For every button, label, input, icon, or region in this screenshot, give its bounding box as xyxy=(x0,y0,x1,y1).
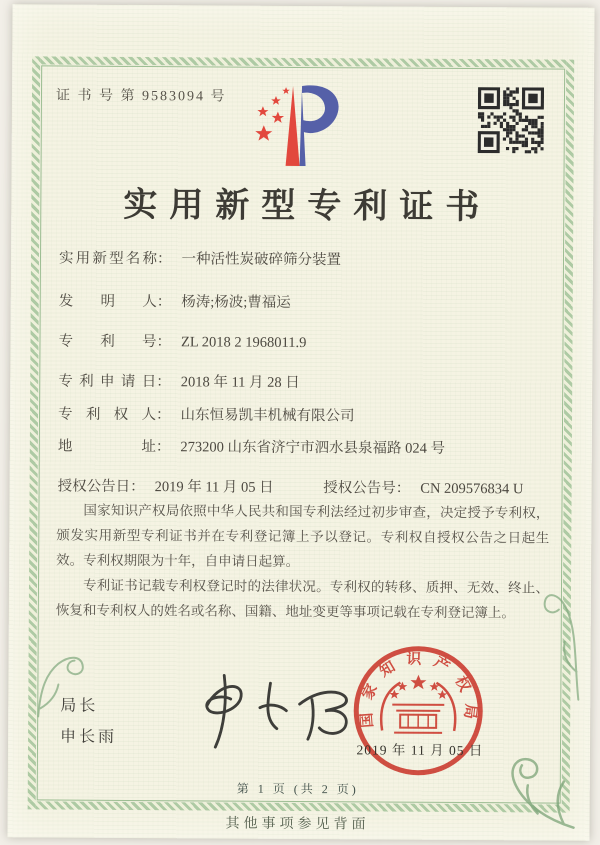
field-label: 专利权人 xyxy=(57,406,157,424)
field-label: 实用新型名称 xyxy=(58,250,158,268)
field-row-inventors xyxy=(59,290,555,314)
field-row-address xyxy=(58,435,554,459)
legal-text xyxy=(56,498,550,626)
field-value: ZL 2018 2 1968011.9 xyxy=(180,334,307,352)
paragraph-2: 专利证书记载专利权登记时的法律状况。专利权的转移、质押、无效、终止、恢复和专利权人的姓名或名称、国籍、地址变更等事项记载在专利登记簿上。 xyxy=(55,577,550,621)
cnipa-logo-icon xyxy=(248,82,349,171)
certificate-number: 证 书 号 第 9583094 号 xyxy=(55,88,227,105)
field-colon: ： xyxy=(155,407,171,424)
field-colon: ： xyxy=(155,439,171,456)
field-row-grant xyxy=(58,475,554,499)
director-name: 申长雨 xyxy=(60,728,118,746)
field-row-patent-no xyxy=(58,330,554,354)
grant-date-value: 2019 年 11 月 05 日 xyxy=(154,479,274,496)
field-label: 地址 xyxy=(57,438,156,456)
field-value: 杨涛;杨波;曹福运 xyxy=(181,294,291,311)
qr-code-icon xyxy=(478,87,544,153)
field-value: 2018 年 11 月 28 日 xyxy=(180,374,300,391)
field-colon: ： xyxy=(156,374,171,391)
field-label: 发明人 xyxy=(58,293,157,311)
seal-text: 国家知识产权局 xyxy=(358,651,479,731)
director-block xyxy=(60,691,117,753)
field-colon: ： xyxy=(156,294,172,311)
field-value: 273200 山东省济宁市泗水县泉福路 024 号 xyxy=(180,439,446,457)
signature-icon xyxy=(186,667,357,763)
field-colon: ： xyxy=(130,478,145,496)
grant-no-value: CN 209576834 U xyxy=(420,480,524,498)
certificate-title: 实用新型专利证书 xyxy=(123,186,492,227)
field-row-filing-date xyxy=(58,370,554,394)
field-colon: ： xyxy=(156,334,172,351)
field-value: 山东恒易凯丰机械有限公司 xyxy=(180,407,355,425)
grant-no-label: 授权公告号 xyxy=(323,480,396,497)
field-label: 专利申请日 xyxy=(58,373,157,391)
field-label: 专利号 xyxy=(58,333,157,351)
page-number: 第 1 页 (共 2 页) xyxy=(236,781,359,797)
grant-date-label: 授权公告日 xyxy=(57,478,131,495)
field-row-patentee xyxy=(58,403,554,427)
field-colon: ： xyxy=(395,480,411,497)
paragraph-1: 国家知识产权局依照中华人民共和国专利法经过初步审查，决定授予专利权，颁发实用新型专利证书并在专利登记簿上予以登记。专利权自授权公告之日起生效。专利权期限为十年，自申请日起算。 xyxy=(56,502,550,569)
field-value: 一种活性炭破碎筛分装置 xyxy=(181,251,342,269)
director-title: 局长 xyxy=(60,697,99,715)
seal-date: 2019 年 11 月 05 日 xyxy=(356,742,484,759)
back-side-note: 其他事项参见背面 xyxy=(225,816,370,833)
field-row-name xyxy=(59,247,555,271)
field-colon: ： xyxy=(156,251,172,268)
